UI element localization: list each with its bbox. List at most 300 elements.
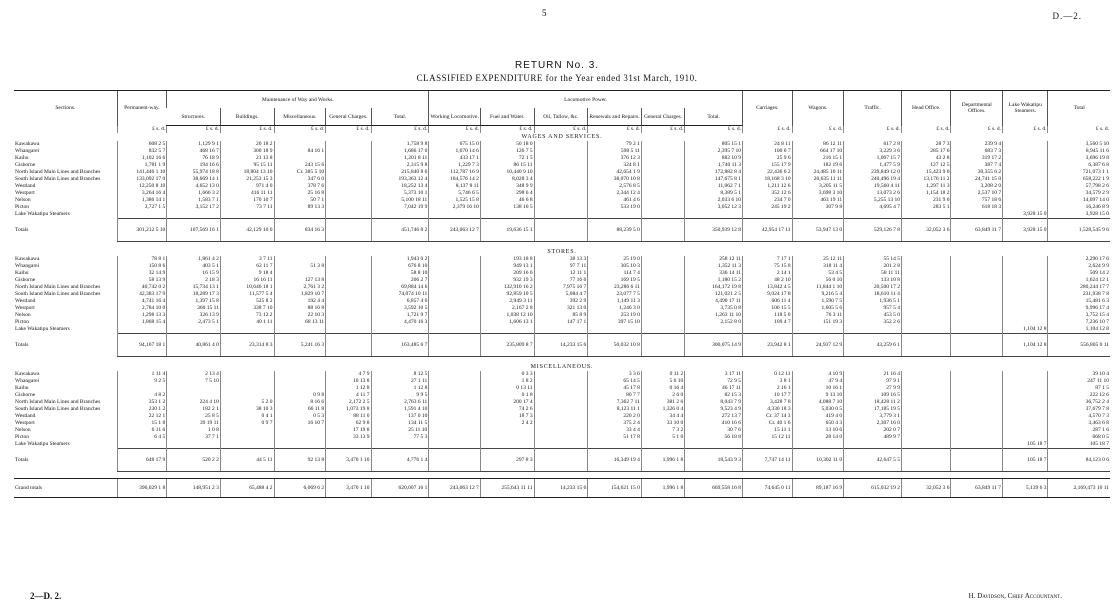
section-heading: STORES. <box>547 248 577 255</box>
cell-value: 9,996 17 4 <box>1048 305 1110 312</box>
table-row <box>14 190 1110 197</box>
cell-value <box>641 148 684 155</box>
row-label: South Island Main Lines and Branches <box>15 291 101 297</box>
cell-value <box>901 427 951 434</box>
cell-value: 94,167 18 1 <box>117 334 167 357</box>
cell-value: 50,032 10 8 <box>588 334 642 357</box>
cell-value: 8,043 7 9 <box>685 399 743 406</box>
section-heading-row <box>14 363 1110 371</box>
cell-value <box>641 162 684 169</box>
cell-value: 63,849 11 7 <box>951 479 1003 498</box>
table-row <box>14 256 1110 263</box>
row-label: Lake Wakatipu Steamers <box>15 441 70 448</box>
cell-value <box>429 399 481 406</box>
cell-value: 301,212 5 10 <box>117 219 167 242</box>
row-label: Lake Wakatipu Steamers <box>15 211 70 218</box>
cell-value <box>117 211 167 219</box>
cell-value: 37 7 1 <box>167 434 221 441</box>
cell-value: 234 7 0 <box>743 197 793 204</box>
row-label: Whangarei <box>15 263 40 269</box>
cell-value: 87 1 5 <box>1048 385 1110 392</box>
cell-value: 324 8 1 <box>588 162 642 169</box>
cell-value: 4 10 9 <box>792 371 844 378</box>
cell-value <box>429 392 481 399</box>
cell-value <box>534 371 588 378</box>
cell-value: 34 4 4 <box>641 413 684 420</box>
cell-value <box>534 190 588 197</box>
row-label: Whangarei <box>15 148 40 154</box>
cell-value: 16,349 19 4 <box>588 449 642 472</box>
cell-value: 55 14 5 <box>844 256 902 263</box>
cell-value: 2 18 3 <box>167 277 221 284</box>
cell-value: 65,488 4 2 <box>220 479 274 498</box>
cell-value: 2,307 16 0 <box>844 420 902 427</box>
row-label: North Island Main Lines and Branches <box>15 399 101 405</box>
cell-value: 72 9 5 <box>685 378 743 385</box>
header-group-locomotive: Locomotive Power. <box>429 91 743 109</box>
cell-value: 148,951 2 3 <box>167 479 221 498</box>
cell-value: 353 1 2 <box>117 399 167 406</box>
cell-value: 243 15 6 <box>274 162 326 169</box>
cell-value <box>429 312 481 319</box>
cell-value: 7,362 7 11 <box>588 399 642 406</box>
cell-value: 25 8 5 <box>167 413 221 420</box>
cell-value: 7 3 2 <box>641 427 684 434</box>
cell-value <box>951 427 1003 434</box>
table-row <box>14 399 1110 406</box>
cell-value: 200 17 4 <box>480 399 534 406</box>
cell-value <box>901 298 951 305</box>
cell-value <box>326 148 371 155</box>
cell-value: 105 18 7 <box>1003 449 1048 472</box>
cell-value: 1,781 1 9 <box>117 162 167 169</box>
cell-value <box>429 449 481 472</box>
cell-value: 253 19 0 <box>588 312 642 319</box>
cell-value: 19,636 15 1 <box>480 219 534 242</box>
row-label: Westland <box>15 413 36 419</box>
cell-value: 12,250 8 10 <box>117 183 167 190</box>
cell-value: 69,884 14 6 <box>371 284 429 291</box>
cell-value: 664 17 10 <box>792 148 844 155</box>
footer-page-code: 2—D. 2. <box>30 591 62 601</box>
cell-value: 18,543 9 3 <box>685 449 743 472</box>
cell-value: 3,928 15 0 <box>1003 219 1048 242</box>
cell-value: 8,028 3 4 <box>480 176 534 183</box>
cell-value: 1,528,545 9 6 <box>1048 219 1110 242</box>
cell-value <box>167 385 221 392</box>
cell-value: 133 10 8 <box>844 277 902 284</box>
cell-value: 7 5 10 <box>167 378 221 385</box>
cell-value: £ s. d. <box>901 126 951 134</box>
cell-value: £ s. d. <box>1048 126 1110 134</box>
cell-value: 106 15 5 <box>743 305 793 312</box>
cell-value: 305 10 3 <box>588 263 642 270</box>
cell-value: 297 8 3 <box>480 449 534 472</box>
cell-value: 48 2 10 <box>743 277 793 284</box>
cell-value: £ s. d. <box>685 126 743 134</box>
cell-value: 617 2 8 <box>844 141 902 148</box>
cell-value: 2,167 2 8 <box>480 305 534 312</box>
cell-value <box>792 441 844 449</box>
cell-value: 127 13 8 <box>274 277 326 284</box>
cell-value: £ s. d. <box>371 126 429 134</box>
cell-value <box>429 434 481 441</box>
cell-value: 30 7 6 <box>685 427 743 434</box>
cell-value: 77 5 3 <box>371 434 429 441</box>
cell-value: 193 18 8 <box>480 256 534 263</box>
cell-value: 3,592 10 5 <box>371 305 429 312</box>
cell-value: 51 17 8 <box>588 434 642 441</box>
cell-value <box>1003 312 1048 319</box>
cell-value: £ s. d. <box>641 126 684 134</box>
header-sections: Sections. <box>14 91 117 126</box>
totals-row <box>14 219 1110 242</box>
cell-value: 1,605 5 6 <box>792 305 844 312</box>
cell-value <box>429 371 481 378</box>
cell-value: 648 17 9 <box>117 449 167 472</box>
cell-value: 1,936 5 1 <box>844 298 902 305</box>
cell-value: 22 12 1 <box>117 413 167 420</box>
cell-value: 3,696 19 8 <box>1048 155 1110 162</box>
cell-value: 949 13 1 <box>480 263 534 270</box>
cell-value: 1,943 0 2 <box>371 256 429 263</box>
cell-value: 58 8 10 <box>371 270 429 277</box>
header-maintenance-total: Total. <box>371 108 429 126</box>
cell-value <box>429 385 481 392</box>
cell-value: 352 2 6 <box>844 319 902 326</box>
cell-value <box>326 270 371 277</box>
cell-value: 13,073 2 6 <box>844 190 902 197</box>
spacer-row <box>14 472 1110 479</box>
cell-value <box>1003 155 1048 162</box>
cell-value: 650 4 3 <box>792 420 844 427</box>
cell-value: Cr. 37 14 3 <box>743 413 793 420</box>
cell-value <box>534 449 588 472</box>
cell-value <box>274 256 326 263</box>
cell-value: 182 2 1 <box>167 406 221 413</box>
cell-value: 245 19 2 <box>743 204 793 211</box>
cell-value <box>901 385 951 392</box>
cell-value: Cr. 40 1 6 <box>743 420 793 427</box>
cell-value: 1,868 15 4 <box>117 319 167 326</box>
cell-value: 46 17 11 <box>685 385 743 392</box>
cell-value: 73 12 2 <box>220 312 274 319</box>
cell-value: 18,610 11 4 <box>844 291 902 298</box>
cell-value: 556,805 0 11 <box>1048 334 1110 357</box>
cell-value <box>534 141 588 148</box>
cell-value <box>326 169 371 176</box>
row-label: Picton <box>15 204 30 210</box>
table-row <box>14 441 1110 449</box>
cell-value <box>326 190 371 197</box>
cell-value <box>534 392 588 399</box>
cell-value <box>641 141 684 148</box>
cell-value: 7 17 1 <box>743 256 793 263</box>
cell-value <box>951 263 1003 270</box>
cell-value: 17 19 8 <box>326 427 371 434</box>
cell-value: 56 18 8 <box>685 434 743 441</box>
cell-value: 832 5 7 <box>117 148 167 155</box>
cell-value: 79 2 1 <box>588 141 642 148</box>
cell-value: £ s. d. <box>534 126 588 134</box>
cell-value: 206 2 7 <box>371 277 429 284</box>
cell-value: 8 16 6 <box>274 399 326 406</box>
table-row <box>14 176 1110 183</box>
table-row <box>14 378 1110 385</box>
cell-value: 182 19 6 <box>792 162 844 169</box>
cell-value: 42,647 5 5 <box>844 449 902 472</box>
section-heading: MISCELLANEOUS. <box>530 363 594 370</box>
cell-value: 75 15 8 <box>743 263 793 270</box>
cell-value: 352 12 6 <box>743 190 793 197</box>
cell-value <box>844 326 902 334</box>
cell-value: 3,152 17 2 <box>167 204 221 211</box>
cell-value: 1,211 12 6 <box>743 183 793 190</box>
cell-value <box>534 326 588 334</box>
cell-value <box>951 319 1003 326</box>
cell-value: 347 6 0 <box>274 176 326 183</box>
cell-value <box>1003 263 1048 270</box>
cell-value <box>220 371 274 378</box>
cell-value <box>534 204 588 211</box>
cell-value <box>274 434 326 441</box>
cell-value: 9 9 5 <box>371 392 429 399</box>
cell-value: 283 5 1 <box>901 204 951 211</box>
cell-value: 20,635 11 11 <box>792 176 844 183</box>
row-label: Totals <box>15 456 29 463</box>
row-label: Lake Wakatipu Steamers <box>15 326 70 333</box>
cell-value: 209 16 6 <box>480 270 534 277</box>
cell-value: 25 16 8 <box>274 190 326 197</box>
cell-value <box>901 406 951 413</box>
cell-value: 235,809 8 7 <box>480 334 534 357</box>
cell-value: 533 19 0 <box>588 204 642 211</box>
cell-value <box>326 334 371 357</box>
cell-value: 18,168 3 10 <box>743 176 793 183</box>
cell-value: 36,752 2 4 <box>1048 399 1110 406</box>
cell-value: 105 18 7 <box>1003 441 1048 449</box>
cell-value: 683 7 3 <box>951 148 1003 155</box>
row-label: Westport <box>15 305 35 311</box>
cell-value: 3,735 0 8 <box>685 305 743 312</box>
cell-value: 23,077 7 5 <box>588 291 642 298</box>
cell-value: 1,829 10 7 <box>274 291 326 298</box>
cell-value: 15 1 8 <box>117 420 167 427</box>
cell-value <box>220 211 274 219</box>
table-row <box>14 162 1110 169</box>
cell-value <box>429 420 481 427</box>
row-label: North Island Main Lines and Branches <box>15 284 101 290</box>
cell-value: 2,763 6 11 <box>371 399 429 406</box>
table-body <box>14 126 1110 498</box>
cell-value <box>429 326 481 334</box>
cell-value: 834 16 3 <box>274 219 326 242</box>
cell-value: 4,776 1 4 <box>371 449 429 472</box>
cell-value: 3,560 5 10 <box>1048 141 1110 148</box>
cell-value <box>371 326 429 334</box>
cell-value: 5 1 0 <box>641 434 684 441</box>
cell-value: 416 11 11 <box>220 190 274 197</box>
cell-value: 22,436 6 2 <box>743 169 793 176</box>
cell-value: 2,784 10 0 <box>117 305 167 312</box>
cell-value <box>326 326 371 334</box>
cell-value: 378 7 6 <box>274 183 326 190</box>
cell-value: 3,779 3 1 <box>844 413 902 420</box>
cell-value: 76 18 9 <box>167 155 221 162</box>
row-label: South Island Main Lines and Branches <box>15 176 101 182</box>
cell-value: 9 18 4 <box>220 270 274 277</box>
cell-value: 39 19 11 <box>167 420 221 427</box>
cell-value: 4 11 7 <box>326 392 371 399</box>
cell-value: 17,185 19 5 <box>844 406 902 413</box>
table-row <box>14 305 1110 312</box>
cell-value: 2,537 10 7 <box>951 190 1003 197</box>
cell-value <box>641 169 684 176</box>
cell-value <box>641 312 684 319</box>
cell-value: 107,569 16 1 <box>167 219 221 242</box>
cell-value <box>641 197 684 204</box>
cell-value: 57,798 2 6 <box>1048 183 1110 190</box>
cell-value: 375 2 4 <box>588 420 642 427</box>
section-heading: WAGES AND SERVICES. <box>521 133 603 140</box>
cell-value <box>901 256 951 263</box>
cell-value: 520 2 2 <box>167 449 221 472</box>
cell-value: 8,123 11 1 <box>588 406 642 413</box>
cell-value: 1,740 11 3 <box>685 162 743 169</box>
cell-value: 132,910 16 2 <box>480 284 534 291</box>
cell-value: 154,621 15 0 <box>588 479 642 498</box>
cell-value <box>534 420 588 427</box>
cell-value: 9,523 4 9 <box>685 406 743 413</box>
cell-value: 201 2 8 <box>844 263 902 270</box>
cell-value: 3,698 3 10 <box>792 190 844 197</box>
cell-value: 19,560 4 11 <box>844 183 902 190</box>
cell-value: 348 9 9 <box>480 183 534 190</box>
cell-value: 721,073 1 1 <box>1048 169 1110 176</box>
grand-totals-row <box>14 479 1110 498</box>
cell-value: 44 5 11 <box>220 449 274 472</box>
header-head-office: Head Office. <box>901 91 951 126</box>
cell-value: 13,842 4 5 <box>743 284 793 291</box>
table-row <box>14 270 1110 277</box>
cell-value <box>951 371 1003 378</box>
cell-value: 4,088 7 10 <box>792 399 844 406</box>
cell-value: 5 6 10 <box>641 378 684 385</box>
cell-value <box>429 406 481 413</box>
cell-value: 606 11 4 <box>743 298 793 305</box>
cell-value: 28 14 0 <box>792 434 844 441</box>
cell-value: 239,849 12 0 <box>844 169 902 176</box>
cell-value: 150 8 6 <box>117 263 167 270</box>
header-renewals-repairs: Renewals and Repairs. <box>588 108 642 126</box>
cell-value <box>641 263 684 270</box>
cell-value: 3,052 12 3 <box>685 204 743 211</box>
cell-value: 1,104 12 8 <box>1003 326 1048 334</box>
cell-value: 68 13 11 <box>274 319 326 326</box>
cell-value: 3,928 15 0 <box>1048 211 1110 219</box>
cell-value <box>951 378 1003 385</box>
cell-value: 88 16 8 <box>274 305 326 312</box>
cell-value: 22 10 3 <box>274 312 326 319</box>
cell-value: 104,576 14 2 <box>429 176 481 183</box>
cell-value <box>901 277 951 284</box>
cell-value <box>901 399 951 406</box>
cell-value <box>901 334 951 357</box>
cell-value: 5,139 6 3 <box>1003 479 1048 498</box>
cell-value <box>641 183 684 190</box>
cell-value <box>1003 141 1048 148</box>
cell-value: 1,590 7 5 <box>792 298 844 305</box>
cell-value <box>326 183 371 190</box>
cell-value: 127 12 5 <box>901 162 951 169</box>
cell-value: 42,654 1 9 <box>588 169 642 176</box>
table-row <box>14 298 1110 305</box>
row-label: Kaihu <box>15 385 29 391</box>
cell-value <box>326 298 371 305</box>
cell-value <box>641 319 684 326</box>
cell-value: 84 16 1 <box>274 148 326 155</box>
cell-value <box>641 277 684 284</box>
cell-value: 1,201 8 11 <box>371 155 429 162</box>
cell-value: 16 15 9 <box>167 270 221 277</box>
table-row <box>14 385 1110 392</box>
table-row <box>14 277 1110 284</box>
cell-value: 16 16 11 <box>220 277 274 284</box>
header-loco-general-charges: General Charges. <box>641 108 684 126</box>
cell-value: 42,129 10 0 <box>220 219 274 242</box>
cell-value: 88 11 0 <box>326 413 371 420</box>
cell-value: £ s. d. <box>326 126 371 134</box>
cell-value: 4,570 7 3 <box>1048 413 1110 420</box>
cell-value: 882 10 9 <box>685 155 743 162</box>
cell-value: 2,624 9 9 <box>1048 263 1110 270</box>
cell-value <box>326 284 371 291</box>
cell-value <box>326 256 371 263</box>
cell-value: £ s. d. <box>588 126 642 134</box>
cell-value: 3 17 11 <box>685 371 743 378</box>
page-reference: D.—2. <box>1052 11 1082 21</box>
cell-value <box>685 326 743 334</box>
cell-value <box>1003 291 1048 298</box>
cell-value: 0 9 7 <box>220 420 274 427</box>
cell-value: 8,389 5 1 <box>685 190 743 197</box>
cell-value: 20 18 2 <box>220 141 274 148</box>
cell-value: 1 0 8 <box>167 427 221 434</box>
cell-value: 4 8 2 <box>117 392 167 399</box>
cell-value <box>641 270 684 277</box>
cell-value: £ s. d. <box>792 126 844 134</box>
cell-value: 27 1 11 <box>371 378 429 385</box>
cell-value <box>951 392 1003 399</box>
row-label: Gisborne <box>15 392 36 398</box>
cell-value <box>641 211 684 219</box>
cell-value <box>1003 284 1048 291</box>
cell-value: 433 17 1 <box>429 155 481 162</box>
cell-value <box>220 326 274 334</box>
row-label: South Island Main Lines and Branches <box>15 406 101 412</box>
cell-value: 23,286 6 11 <box>588 284 642 291</box>
cell-value <box>429 413 481 420</box>
cell-value: 3,470 1 10 <box>326 449 371 472</box>
cell-value: 2,344 12 4 <box>588 190 642 197</box>
row-label: Grand totals <box>14 479 117 498</box>
table-row <box>14 211 1110 219</box>
cell-value <box>588 211 642 219</box>
cell-value <box>1003 420 1048 427</box>
cell-value: 34,579 2 9 <box>1048 190 1110 197</box>
cell-value <box>641 219 684 242</box>
cell-value <box>534 434 588 441</box>
